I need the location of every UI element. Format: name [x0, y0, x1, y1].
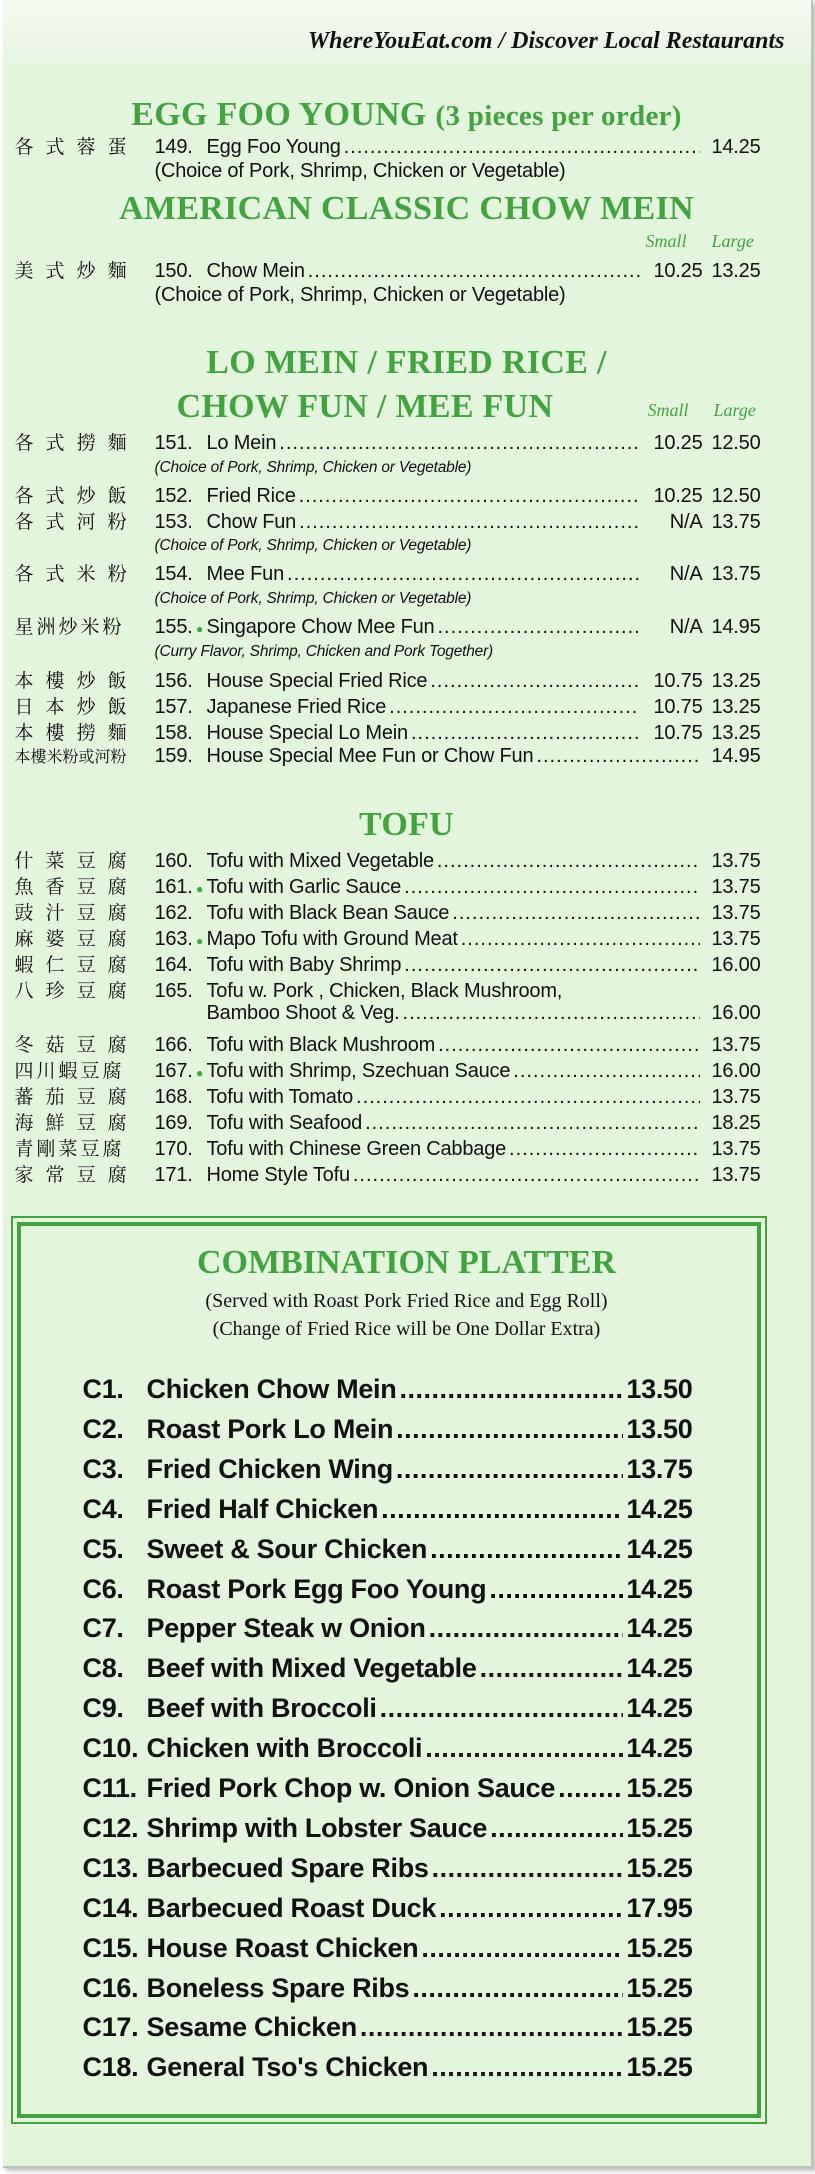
leader-dots [432, 1853, 624, 1884]
item-note: (Choice of Pork, Shrimp, Chicken or Vegetable) [154, 590, 472, 607]
item-price-large: 13.75 [711, 511, 761, 533]
combo-price: 14.25 [626, 1653, 693, 1684]
item-chinese-name: 本 樓 炒 飯 [14, 670, 130, 692]
leader-dots [490, 1813, 623, 1844]
item-number: 153. [154, 511, 193, 533]
combination-note-2: (Change of Fried Rice will be One Dollar Extra) [212, 1318, 601, 1340]
combo-name: Chicken Chow Mein [146, 1374, 397, 1404]
small-column-header: Small [647, 400, 689, 420]
leader-dots [279, 432, 639, 455]
item-name: Mapo Tofu with Ground Meat [206, 928, 458, 950]
combo-price: 14.25 [626, 1613, 693, 1644]
item-name: House Special Fried Rice [206, 670, 428, 692]
combo-code: C6. [82, 1573, 124, 1604]
item-number: 171. [154, 1164, 193, 1186]
menu-item-155 [15, 612, 761, 638]
combination-item [83, 1574, 693, 1608]
combo-code: C14. [82, 1892, 139, 1923]
item-chinese-name: 星洲炒米粉 [14, 616, 125, 638]
combo-code: C5. [82, 1533, 124, 1564]
menu-item-171 [15, 1160, 761, 1186]
item-name: Home Style Tofu [206, 1164, 350, 1186]
combo-code: C3. [82, 1453, 124, 1484]
item-price-large: 13.25 [711, 670, 761, 692]
item-name: Tofu with Chinese Green Cabbage [206, 1138, 507, 1160]
item-price: 13.75 [711, 902, 761, 924]
item-price-small: 10.75 [653, 670, 703, 692]
item-number: 154. [154, 563, 193, 585]
menu-page [3, 0, 813, 2168]
combo-name: Pepper Steak w Onion [146, 1613, 426, 1644]
item-note: (Curry Flavor, Shrimp, Chicken and Pork Together) [154, 643, 494, 660]
combination-item [83, 1973, 693, 2007]
combination-item [83, 1853, 693, 1887]
leader-dots [425, 1733, 623, 1764]
item-chinese-name: 各 式 蓉 蛋 [14, 136, 130, 158]
leader-dots [381, 1494, 623, 1525]
combo-code: C12. [82, 1812, 139, 1843]
item-number: 156. [154, 670, 193, 692]
section-title-egg-foo-young [3, 96, 811, 134]
item-number: 167. [154, 1060, 193, 1082]
menu-item-165-cont [15, 1002, 761, 1028]
leader-dots [308, 260, 640, 283]
item-price: 14.95 [711, 745, 761, 767]
item-number: 151. [154, 432, 193, 454]
combo-code: C11. [82, 1773, 137, 1803]
item-price-large: 13.25 [711, 696, 761, 718]
combo-price: 15.25 [626, 1852, 693, 1883]
combo-name: Beef with Broccoli [146, 1693, 377, 1724]
combo-code: C10. [82, 1733, 139, 1764]
combo-name: Beef with Mixed Vegetable [146, 1653, 477, 1684]
leader-dots [360, 2012, 624, 2043]
item-chinese-name: 麻 婆 豆 腐 [14, 928, 130, 950]
leader-dots [452, 902, 699, 925]
item-name: Fried Rice [206, 485, 296, 507]
combo-price: 14.25 [626, 1573, 693, 1604]
menu-item-166 [15, 1030, 761, 1056]
item-chinese-name: 豉 汁 豆 腐 [14, 902, 130, 924]
combo-code: C1. [82, 1374, 124, 1404]
combo-price: 15.25 [626, 1773, 693, 1803]
combination-item [83, 1494, 693, 1528]
item-name: Tofu w. Pork , Chicken, Black Mushroom, [206, 980, 563, 1002]
item-price-small: N/A [669, 511, 703, 533]
section-title-american-chow-mein: AMERICAN CLASSIC CHOW MEIN [119, 190, 694, 227]
combo-price: 14.25 [626, 1533, 693, 1564]
combo-code: C13. [82, 1852, 139, 1883]
item-name: House Special Mee Fun or Chow Fun [206, 745, 534, 767]
menu-item-150 [15, 256, 761, 282]
combo-price: 15.25 [626, 1812, 693, 1843]
item-chinese-name: 本 樓 撈 麵 [14, 722, 130, 744]
combination-item [83, 1374, 693, 1408]
menu-item-168 [15, 1082, 761, 1108]
leader-dots [437, 616, 639, 639]
leader-dots [353, 1164, 700, 1187]
combo-name: Sweet & Sour Chicken [146, 1533, 428, 1564]
leader-dots [404, 876, 699, 899]
combo-name: Shrimp with Lobster Sauce [146, 1812, 488, 1843]
menu-item-165 [15, 976, 761, 1002]
leader-dots [404, 954, 699, 977]
menu-item-162 [15, 898, 761, 924]
item-price: 14.25 [711, 136, 761, 158]
menu-item-167 [15, 1056, 761, 1082]
leader-dots [489, 1574, 623, 1605]
item-note: (Choice of Pork, Shrimp, Chicken or Vegetable) [154, 284, 566, 306]
leader-dots [430, 670, 639, 693]
menu-item-169 [15, 1108, 761, 1134]
large-column-header: Large [711, 231, 754, 251]
item-number: 159. [154, 745, 193, 767]
leader-dots [438, 1034, 699, 1057]
item-price-small: 10.75 [653, 696, 703, 718]
leader-dots [365, 1112, 699, 1135]
item-number: 158. [154, 722, 193, 744]
combination-item [83, 1813, 693, 1847]
item-chinese-name: 海 鮮 豆 腐 [14, 1112, 130, 1134]
combo-price: 13.75 [626, 1453, 693, 1484]
item-chinese-name: 日 本 炒 飯 [14, 696, 130, 718]
item-price-large: 13.25 [711, 722, 761, 744]
item-name: Tofu with Shrimp, Szechuan Sauce [206, 1060, 511, 1082]
leader-dots [421, 1933, 623, 1964]
combo-name: Barbecued Spare Ribs [146, 1852, 429, 1883]
leader-dots [380, 1693, 624, 1724]
item-price: 16.00 [711, 1060, 761, 1082]
menu-item-160 [15, 846, 761, 872]
combination-item [83, 1454, 693, 1488]
item-price: 13.75 [711, 1164, 761, 1186]
combination-item [83, 1653, 693, 1687]
menu-item-163 [15, 924, 761, 950]
item-price: 13.75 [711, 876, 761, 898]
item-chinese-name: 蝦 仁 豆 腐 [14, 954, 130, 976]
item-note: (Choice of Pork, Shrimp, Chicken or Vegetable) [154, 537, 472, 554]
item-number: 163. [154, 928, 193, 950]
combo-price: 15.25 [626, 2052, 693, 2083]
menu-item-156 [15, 666, 761, 692]
menu-item-152 [15, 481, 761, 507]
combo-code: C2. [82, 1413, 124, 1444]
combination-item [83, 1534, 693, 1568]
item-price: 16.00 [711, 954, 761, 976]
menu-item-164 [15, 950, 761, 976]
item-name: Mee Fun [206, 563, 285, 585]
item-chinese-name: 冬 菇 豆 腐 [14, 1034, 130, 1056]
leader-dots [396, 1454, 624, 1485]
combo-name: Roast Pork Egg Foo Young [146, 1573, 487, 1604]
item-price-small: 10.25 [653, 432, 703, 454]
leader-dots [536, 745, 699, 768]
leader-dots [411, 722, 640, 745]
item-price: 13.75 [711, 928, 761, 950]
item-number: 149. [154, 136, 193, 158]
combo-price: 14.25 [626, 1733, 693, 1764]
item-number: 150. [154, 260, 193, 282]
leader-dots [439, 1893, 623, 1924]
leader-dots [396, 1414, 623, 1445]
leader-dots [356, 1086, 699, 1109]
combo-code: C17. [82, 2012, 139, 2043]
leader-dots [461, 928, 700, 951]
combo-price: 15.25 [626, 1972, 693, 2003]
section-title-lo-mein-line2: CHOW FUN / MEE FUN [176, 388, 554, 425]
leader-dots [430, 1534, 623, 1565]
combo-code: C18. [82, 2052, 139, 2083]
egg-foo-young-subtitle: (3 pieces per order) [435, 100, 682, 132]
combo-price: 17.95 [626, 1892, 693, 1923]
leader-dots [287, 563, 639, 586]
item-name: Lo Mein [206, 432, 277, 454]
menu-item-153 [15, 507, 761, 533]
combination-item [83, 1773, 693, 1807]
small-column-header: Small [645, 231, 687, 251]
combo-price: 14.25 [626, 1493, 693, 1524]
item-name: Tofu with Garlic Sauce [206, 876, 402, 898]
leader-dots [513, 1060, 699, 1083]
item-chinese-name: 家 常 豆 腐 [14, 1164, 130, 1186]
menu-item-159 [15, 744, 761, 770]
combo-name: Chicken with Broccoli [146, 1733, 423, 1764]
menu-item-158 [15, 718, 761, 744]
spicy-icon: ● [195, 1066, 204, 1080]
spicy-icon: ● [195, 622, 204, 636]
item-chinese-name: 本樓米粉或河粉 [14, 747, 127, 766]
item-price: 13.75 [711, 1086, 761, 1108]
item-name: Tofu with Mixed Vegetable [206, 850, 434, 872]
combo-code: C16. [82, 1972, 139, 2003]
combo-name: General Tso's Chicken [146, 2052, 429, 2083]
item-price-large: 13.25 [711, 260, 761, 282]
leader-dots [299, 485, 640, 508]
spicy-icon: ● [195, 934, 204, 948]
leader-dots [412, 1973, 623, 2004]
spicy-icon: ● [195, 882, 204, 896]
item-number: 166. [154, 1034, 193, 1056]
item-number: 165. [154, 980, 193, 1002]
item-chinese-name: 青剛菜豆腐 [14, 1138, 125, 1160]
leader-dots [429, 1613, 624, 1644]
item-price-large: 12.50 [711, 432, 761, 454]
item-note: (Choice of Pork, Shrimp, Chicken or Vegetable) [154, 160, 566, 182]
site-title[interactable]: WhereYouEat.com / Discover Local Restaurants [307, 28, 785, 54]
item-name: Tofu with Seafood [206, 1112, 363, 1134]
item-number: 164. [154, 954, 193, 976]
leader-dots [431, 2052, 623, 2083]
combination-item [83, 1414, 693, 1448]
leader-dots [437, 850, 700, 873]
combo-price: 14.25 [626, 1693, 693, 1724]
item-chinese-name: 八 珍 豆 腐 [14, 980, 130, 1002]
item-name: Tofu with Baby Shrimp [206, 954, 402, 976]
item-price-small: N/A [669, 616, 703, 638]
leader-dots [389, 696, 639, 719]
combination-item [83, 1733, 693, 1767]
combo-price: 15.25 [626, 2012, 693, 2043]
item-number: 152. [154, 485, 193, 507]
combination-item [83, 2052, 693, 2086]
combo-name: House Roast Chicken [146, 1932, 419, 1963]
item-number: 160. [154, 850, 193, 872]
combo-code: C8. [82, 1653, 124, 1684]
item-price-large: 14.95 [711, 616, 761, 638]
section-title-tofu: TOFU [358, 806, 455, 843]
item-price-large: 12.50 [711, 485, 761, 507]
combination-item [83, 1933, 693, 1967]
item-name: Singapore Chow Mee Fun [206, 616, 435, 638]
menu-item-151 [15, 428, 761, 454]
combo-price: 13.50 [626, 1374, 693, 1404]
item-price-small: N/A [669, 563, 703, 585]
item-name: Chow Fun [206, 511, 297, 533]
item-chinese-name: 四川蝦豆腐 [14, 1060, 125, 1082]
menu-item-170 [15, 1134, 761, 1160]
leader-dots [399, 1374, 623, 1405]
leader-dots [344, 136, 700, 159]
combo-code: C9. [82, 1693, 124, 1724]
item-number: 170. [154, 1138, 193, 1160]
item-name: House Special Lo Mein [206, 722, 408, 744]
item-price-large: 13.75 [711, 563, 761, 585]
item-number: 169. [154, 1112, 193, 1134]
leader-dots [509, 1138, 699, 1161]
menu-item-149 [15, 132, 761, 158]
combo-name: Boneless Spare Ribs [146, 1972, 410, 2003]
item-name: Tofu with Tomato [206, 1086, 354, 1108]
combo-name: Sesame Chicken [146, 2012, 357, 2043]
section-title-lo-mein-line1: LO MEIN / FRIED RICE / [206, 344, 607, 381]
item-chinese-name: 各 式 米 粉 [14, 563, 130, 585]
combination-item [83, 1613, 693, 1647]
item-number: 161. [154, 876, 193, 898]
combo-name: Fried Half Chicken [146, 1493, 379, 1524]
item-price-small: 10.75 [653, 722, 703, 744]
item-price-small: 10.25 [653, 485, 703, 507]
item-name-cont: Bamboo Shoot & Veg. [206, 1002, 400, 1024]
combo-name: Roast Pork Lo Mein [146, 1413, 394, 1444]
combination-title: COMBINATION PLATTER [196, 1244, 617, 1281]
item-number: 162. [154, 902, 193, 924]
combo-name: Fried Chicken Wing [146, 1453, 393, 1484]
combination-item [83, 2012, 693, 2046]
item-price-small: 10.25 [653, 260, 703, 282]
leader-dots [403, 1002, 700, 1025]
combo-price: 15.25 [626, 1932, 693, 1963]
menu-item-154 [15, 559, 761, 585]
combo-price: 13.50 [626, 1413, 693, 1444]
leader-dots [558, 1773, 623, 1804]
menu-item-157 [15, 692, 761, 718]
item-price: 13.75 [711, 1034, 761, 1056]
menu-item-161 [15, 872, 761, 898]
large-column-header: Large [713, 400, 756, 420]
item-name: Tofu with Black Mushroom [206, 1034, 436, 1056]
item-chinese-name: 各 式 河 粉 [14, 511, 130, 533]
item-number: 157. [154, 696, 193, 718]
item-chinese-name: 什 菜 豆 腐 [14, 850, 130, 872]
leader-dots [480, 1653, 624, 1684]
item-name: Egg Foo Young [206, 136, 341, 158]
combo-name: Barbecued Roast Duck [146, 1892, 437, 1923]
combo-code: C4. [82, 1493, 124, 1524]
item-name: Japanese Fried Rice [206, 696, 387, 718]
item-name: Chow Mein [206, 260, 305, 282]
item-number: 155. [154, 616, 193, 638]
item-number: 168. [154, 1086, 193, 1108]
leader-dots [299, 511, 639, 534]
item-chinese-name: 美 式 炒 麵 [14, 260, 130, 282]
egg-foo-young-title: EGG FOO YOUNG [131, 96, 427, 133]
item-price: 13.75 [711, 1138, 761, 1160]
item-price: 13.75 [711, 850, 761, 872]
item-name: Tofu with Black Bean Sauce [206, 902, 450, 924]
item-price: 18.25 [711, 1112, 761, 1134]
item-chinese-name: 各 式 炒 飯 [14, 485, 130, 507]
item-chinese-name: 魚 香 豆 腐 [14, 876, 130, 898]
combination-item [83, 1693, 693, 1727]
item-note: (Choice of Pork, Shrimp, Chicken or Vegetable) [154, 459, 472, 476]
combo-code: C15. [82, 1932, 139, 1963]
combo-name: Fried Pork Chop w. Onion Sauce [146, 1773, 556, 1803]
item-price: 16.00 [711, 1002, 761, 1024]
combination-item [83, 1893, 693, 1927]
combination-note-1: (Served with Roast Pork Fried Rice and Egg Roll) [205, 1290, 608, 1312]
item-chinese-name: 各 式 撈 麵 [14, 432, 130, 454]
item-chinese-name: 蕃 茄 豆 腐 [14, 1086, 130, 1108]
combo-code: C7. [82, 1613, 124, 1644]
